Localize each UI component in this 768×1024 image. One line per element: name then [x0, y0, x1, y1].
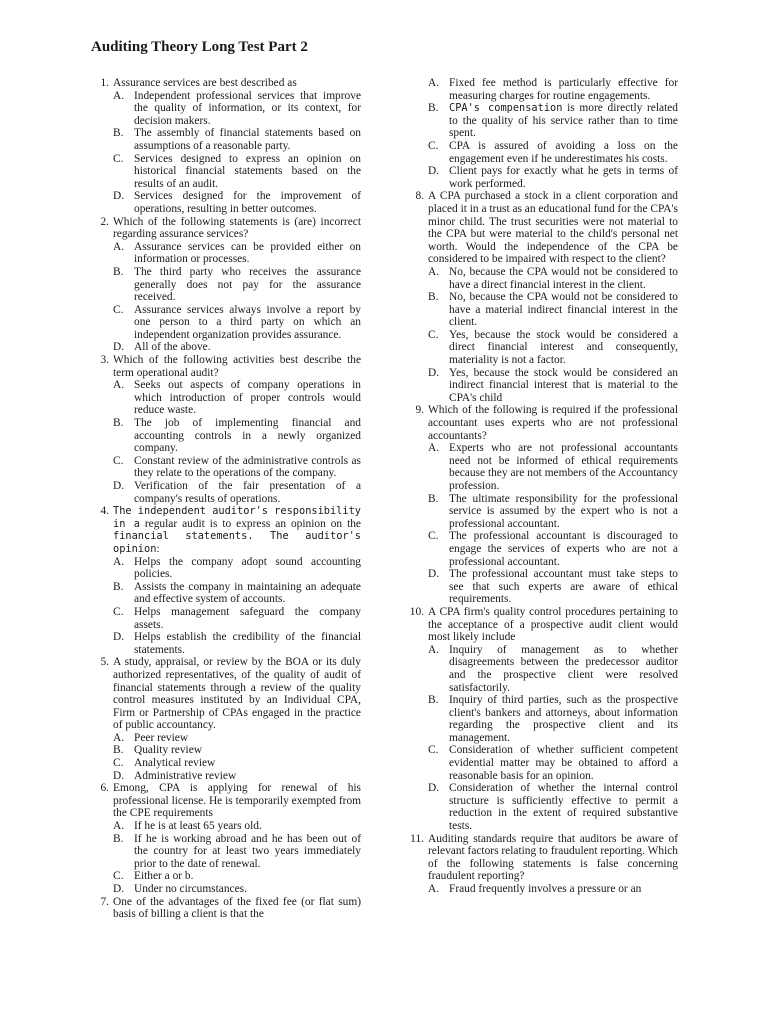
- option-a: A. Fixed fee method is particularly effective for measuring charges for routine engagements.: [428, 77, 678, 102]
- option-text: Consideration of whether the internal control structure is sufficiently effective to permit a reduction in the extent of required substantive tests.: [449, 782, 678, 833]
- option-text: Client pays for exactly what he gets in terms of work performed.: [449, 165, 678, 190]
- left-column: [89, 77, 361, 921]
- option-c: C. CPA is assured of avoiding a loss on the engagement even if he underestimates his costs.: [428, 139, 678, 165]
- question-9: [404, 404, 678, 442]
- question-number: 8.: [415, 190, 424, 203]
- option-text: The professional accountant must take steps to see that such experts are aware of ethical requirements.: [449, 568, 678, 606]
- option-text: Peer review: [134, 731, 189, 744]
- option-text: If he is at least 65 years old.: [134, 820, 262, 833]
- question-number: 3.: [100, 354, 109, 367]
- option-text: Quality review: [134, 744, 203, 757]
- option-a: A. Fraud frequently involves a pressure or an: [404, 883, 678, 896]
- option-a: A. No, because the CPA would not be considered to have a direct financial interest in the client.: [428, 265, 678, 291]
- option-text: Under no circumstances.: [134, 883, 247, 895]
- option-d: D. Verification of the fair presentation of a company's results of operations.: [113, 480, 361, 505]
- option-a: A. Assurance services can be provided either on information or processes.: [113, 240, 361, 266]
- option-text: Experts who are not professional accountants need not be informed of ethical requirements because they are not members of the Accountancy profession.: [449, 442, 678, 492]
- question-number: 11.: [410, 832, 424, 845]
- option-text: CPA's compensation is more directly related to the quality of his service rather than to time spent.: [449, 102, 678, 140]
- question-text: A study, appraisal, or review by the BOA or its duly authorized representatives, of the quality of audit of financial statements through a review of the quality control measures instituted by an Individual CPA, Firm or Partnership of CPAs engaged in the practice of public accountancy.: [113, 656, 361, 732]
- option-d: D. Helps establish the credibility of the financial statements.: [113, 631, 361, 656]
- option-c: C. Services designed to express an opinion on historical financial statements based on the results of an audit.: [113, 152, 361, 190]
- option-text: Helps management safeguard the company assets.: [134, 605, 361, 631]
- question-4: [89, 505, 361, 555]
- option-text: The job of implementing financial and accounting controls in a newly organized company.: [134, 417, 361, 455]
- option-b: B. Quality review: [89, 744, 361, 757]
- option-c: C. Constant review of the administrative controls as they relate to the operations of the company.: [113, 454, 361, 480]
- option-d: D. Administrative review: [89, 770, 361, 783]
- question-6: [89, 782, 361, 820]
- option-d: D. Client pays for exactly what he gets in terms of work performed.: [428, 165, 678, 190]
- option-text: Assists the company in maintaining an adequate and effective system of accounts.: [134, 580, 361, 606]
- option-d: D. The professional accountant must take steps to see that such experts are aware of ethical requirements.: [428, 568, 678, 606]
- option-text: Inquiry of management as to whether disagreements between the predecessor auditor and the prospective client were resolved satisfactorily.: [449, 643, 678, 694]
- question-7: [89, 896, 361, 921]
- question-number: 7.: [100, 895, 109, 908]
- option-text: Analytical review: [134, 757, 216, 770]
- option-d: D. Yes, because the stock would be considered an indirect financial interest that is material to the CPA's child: [428, 366, 678, 404]
- option-text: The third party who receives the assurance generally does not pay for the assurance received.: [134, 265, 361, 304]
- option-b: B. The ultimate responsibility for the professional service is assumed by the expert who is not a professional accountant.: [428, 492, 678, 530]
- question-text: Assurance services are best described as: [113, 77, 297, 89]
- option-text: Services designed to express an opinion on historical financial statements based on the results of an audit.: [134, 152, 361, 190]
- option-text: Assurance services always involve a report by one person to a third party on which an independent organization provides assurance.: [134, 303, 361, 341]
- question-text: A CPA purchased a stock in a client corporation and placed it in a trust as an educational fund for the CPA's minor child. The trust securities were not material to the CPA but were material to the child's personal net worth. Would the independence of the CPA be considered to be impaired with respect to the client?: [428, 190, 678, 266]
- option-text: Constant review of the administrative controls as they relate to the operations of the company.: [134, 454, 361, 480]
- question-text: One of the advantages of the fixed fee (or flat sum) basis of billing a client is that the: [113, 895, 361, 921]
- question-number: 10.: [409, 605, 424, 618]
- option-text: Fraud frequently involves a pressure or an: [449, 883, 642, 895]
- option-b: B. No, because the CPA would not be considered to have a material indirect financial interest in the client.: [428, 291, 678, 329]
- option-b: B. Assists the company in maintaining an adequate and effective system of accounts.: [113, 580, 361, 606]
- question-1: [89, 77, 361, 90]
- option-d: D. Services designed for the improvement of operations, resulting in better outcomes.: [113, 190, 361, 215]
- option-a: A. Inquiry of management as to whether disagreements between the predecessor auditor and the prospective client were resolved satisfactorily.: [428, 643, 678, 694]
- question-number: 6.: [100, 782, 109, 795]
- option-d: D. All of the above.: [89, 341, 361, 354]
- option-d: D. Consideration of whether the internal control structure is sufficiently effective to permit a reduction in the extent of required substantive tests.: [428, 782, 678, 833]
- page-title: Auditing Theory Long Test Part 2: [91, 39, 308, 55]
- option-text: Yes, because the stock would be considered an indirect financial interest that is material to the CPA's child: [449, 366, 678, 404]
- option-c: C. The professional accountant is discouraged to engage the services of experts who are not a professional accountant.: [428, 530, 678, 568]
- question-number: 9.: [415, 404, 424, 417]
- option-d: D. Under no circumstances.: [89, 883, 361, 896]
- question-text: Which of the following activities best describe the term operational audit?: [113, 354, 361, 379]
- option-text: Services designed for the improvement of operations, resulting in better outcomes.: [134, 190, 361, 215]
- option-text: Assurance services can be provided either on information or processes.: [134, 240, 361, 266]
- option-text: Administrative review: [134, 769, 237, 782]
- option-b: B. If he is working abroad and he has been out of the country for at least two years immediately prior to the date of renewal.: [113, 832, 361, 870]
- option-text: Seeks out aspects of company operations in which introduction of proper controls would reduce waste.: [134, 379, 361, 417]
- option-c: C. Helps management safeguard the company assets.: [113, 605, 361, 631]
- option-a: A. Helps the company adopt sound accounting policies.: [113, 555, 361, 581]
- option-a: A. Experts who are not professional accountants need not be informed of ethical requirements because they are not members of the Accountancy profession.: [428, 442, 678, 492]
- question-text: Which of the following statements is (are) incorrect regarding assurance services?: [113, 215, 361, 241]
- option-text: Verification of the fair presentation of a company's results of operations.: [134, 480, 361, 505]
- option-c: C. Assurance services always involve a report by one person to a third party on which an independent organization provides assurance.: [113, 303, 361, 341]
- question-8: [404, 190, 678, 266]
- question-number: 2.: [100, 215, 109, 228]
- option-text: All of the above.: [134, 341, 211, 354]
- option-text: Helps the company adopt sound accounting policies.: [134, 555, 361, 581]
- option-text: If he is working abroad and he has been out of the country for at least two years immediately prior to the date of renewal.: [134, 832, 361, 870]
- question-3: [89, 354, 361, 379]
- option-a: A. Seeks out aspects of company operations in which introduction of proper controls would reduce waste.: [113, 379, 361, 417]
- option-b: B. Inquiry of third parties, such as the prospective client's bankers and attorneys, about information regarding the prospective client and its management.: [428, 694, 678, 744]
- question-number: 5.: [100, 656, 109, 669]
- question-number: 1.: [100, 77, 109, 89]
- question-text: Auditing standards require that auditors be aware of relevant factors relating to fraudulent reporting. Which of the following statements is false concerning fraudulent reporting?: [428, 832, 678, 883]
- question-10: [404, 606, 678, 644]
- question-11: [404, 833, 678, 883]
- option-b: B. CPA's compensation is more directly related to the quality of his service rather than to time spent.: [428, 102, 678, 140]
- question-text: Which of the following is required if the professional accountant uses experts who are not professional accountants?: [428, 404, 678, 442]
- option-text: Independent professional services that improve the quality of information, or its context, for decision makers.: [134, 89, 361, 127]
- option-b: B. The assembly of financial statements based on assumptions of a reasonable party.: [113, 127, 361, 152]
- option-text: Either a or b.: [134, 870, 194, 883]
- option-a: A. Peer review: [89, 732, 361, 745]
- question-2: [89, 216, 361, 241]
- option-text: CPA is assured of avoiding a loss on the engagement even if he underestimates his costs.: [449, 139, 678, 165]
- option-text: No, because the CPA would not be considered to have a direct financial interest in the client.: [449, 265, 678, 291]
- option-text: The professional accountant is discouraged to engage the services of experts who are not a professional accountant.: [449, 530, 678, 568]
- option-a: A. Independent professional services that improve the quality of information, or its context, for decision makers.: [113, 89, 361, 127]
- option-text: The ultimate responsibility for the professional service is assumed by the expert who is not a professional accountant.: [449, 492, 678, 530]
- option-text: Helps establish the credibility of the financial statements.: [134, 631, 361, 656]
- question-text: A CPA firm's quality control procedures pertaining to the acceptance of a prospective audit client would most likely include: [428, 605, 678, 644]
- question-text: The independent auditor's responsibility in a regular audit is to express an opinion on the financial statements. The auditor's opinion:: [113, 505, 361, 555]
- option-c: C. Yes, because the stock would be considered a direct financial interest and consequently, materiality is not a factor.: [428, 328, 678, 367]
- option-text: No, because the CPA would not be considered to have a material indirect financial interest in the client.: [449, 291, 678, 329]
- right-column: [404, 77, 678, 896]
- option-b: B. The third party who receives the assurance generally does not pay for the assurance received.: [113, 265, 361, 304]
- option-text: Consideration of whether sufficient competent evidential matter may be obtained to afford a reasonable basis for an opinion.: [449, 744, 678, 782]
- question-text: Emong, CPA is applying for renewal of his professional license. He is temporarily exempted from the CPE requirements: [113, 782, 361, 820]
- question-number: 4.: [100, 505, 109, 518]
- option-c: C. Analytical review: [89, 757, 361, 770]
- option-c: C. Either a or b.: [89, 870, 361, 883]
- option-text: Inquiry of third parties, such as the prospective client's bankers and attorneys, about information regarding the prospective client and its management.: [449, 694, 678, 744]
- option-a: A. If he is at least 65 years old.: [89, 820, 361, 833]
- option-text: Yes, because the stock would be considered a direct financial interest and consequently, materiality is not a factor.: [449, 328, 678, 367]
- option-c: C. Consideration of whether sufficient competent evidential matter may be obtained to afford a reasonable basis for an opinion.: [428, 744, 678, 782]
- option-text: The assembly of financial statements based on assumptions of a reasonable party.: [134, 127, 361, 152]
- option-b: B. The job of implementing financial and accounting controls in a newly organized company.: [113, 417, 361, 455]
- option-text: Fixed fee method is particularly effective for measuring charges for routine engagements.: [449, 77, 678, 102]
- question-5: [89, 656, 361, 732]
